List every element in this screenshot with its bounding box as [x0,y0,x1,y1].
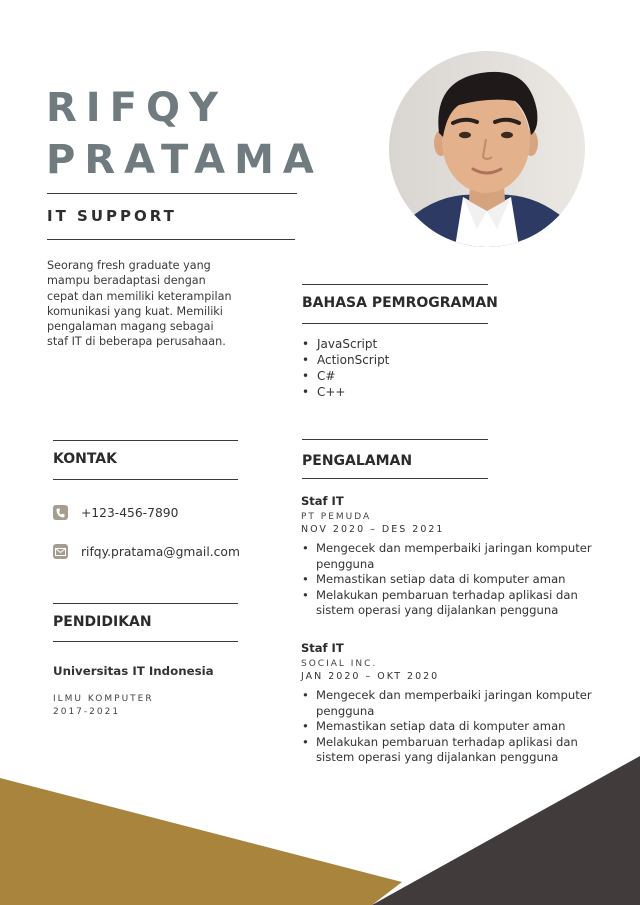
divider [47,239,295,240]
profile-photo [389,51,585,247]
first-name: RIFQY [46,85,227,131]
skill-item: • JavaScript [302,336,389,352]
job-dates: JAN 2020 – OKT 2020 [301,671,440,682]
divider [302,439,488,440]
experience-item [301,494,601,619]
experience-item [301,641,601,766]
contact-phone [53,505,178,520]
contact-title: KONTAK [53,451,117,467]
job-company: PT PEMUDA [301,512,372,522]
job-title: Staf IT [301,494,344,508]
phone-number[interactable]: +123-456-7890 [81,505,179,520]
duty-item: • Memastikan setiap data di komputer aman [301,572,601,588]
phone-icon [53,505,68,520]
school-name: Universitas IT Indonesia [53,664,214,678]
experience-title: PENGALAMAN [302,453,413,469]
education-title: PENDIDIKAN [53,614,152,630]
divider [53,479,238,480]
duty-item: • Melakukan pembaruan terhadap aplikasi dan sistem operasi yang dijalankan pengguna [301,735,601,766]
last-name: PRATAMA [46,137,323,183]
education-years: 2017-2021 [53,707,121,717]
charcoal-shape [372,756,640,905]
job-duties [301,688,601,766]
duty-item: • Mengecek dan memperbaiki jaringan komputer pengguna [301,688,601,719]
divider [302,478,488,479]
divider [47,193,297,194]
job-dates: NOV 2020 – DES 2021 [301,524,445,535]
divider [53,641,238,642]
divider [302,323,488,324]
divider [302,284,488,285]
skills-list [302,336,389,400]
job-duties [301,541,601,619]
job-role: IT SUPPORT [47,207,177,225]
email-address[interactable]: rifqy.pratama@gmail.com [81,544,240,559]
skill-item: • C++ [302,384,389,400]
skills-title: BAHASA PEMROGRAMAN [302,295,498,311]
duty-item: • Memastikan setiap data di komputer aman [301,719,601,735]
job-company: SOCIAL INC. [301,659,378,669]
divider [53,440,238,441]
skill-item: • ActionScript [302,352,389,368]
divider [53,603,238,604]
contact-email [53,544,240,559]
profile-summary: Seorang fresh graduate yang mampu beradaptasi dengan cepat dan memiliki keterampilan komunikasi yang kuat. Memiliki pengalaman magang sebagai staf IT di beberapa perusahaan. [47,259,232,349]
email-icon [53,544,68,559]
gold-shape [0,778,402,905]
skill-item: • C# [302,368,389,384]
education-major: ILMU KOMPUTER [53,694,154,704]
duty-item: • Mengecek dan memperbaiki jaringan komputer pengguna [301,541,601,572]
duty-item: • Melakukan pembaruan terhadap aplikasi dan sistem operasi yang dijalankan pengguna [301,588,601,619]
job-title: Staf IT [301,641,344,655]
